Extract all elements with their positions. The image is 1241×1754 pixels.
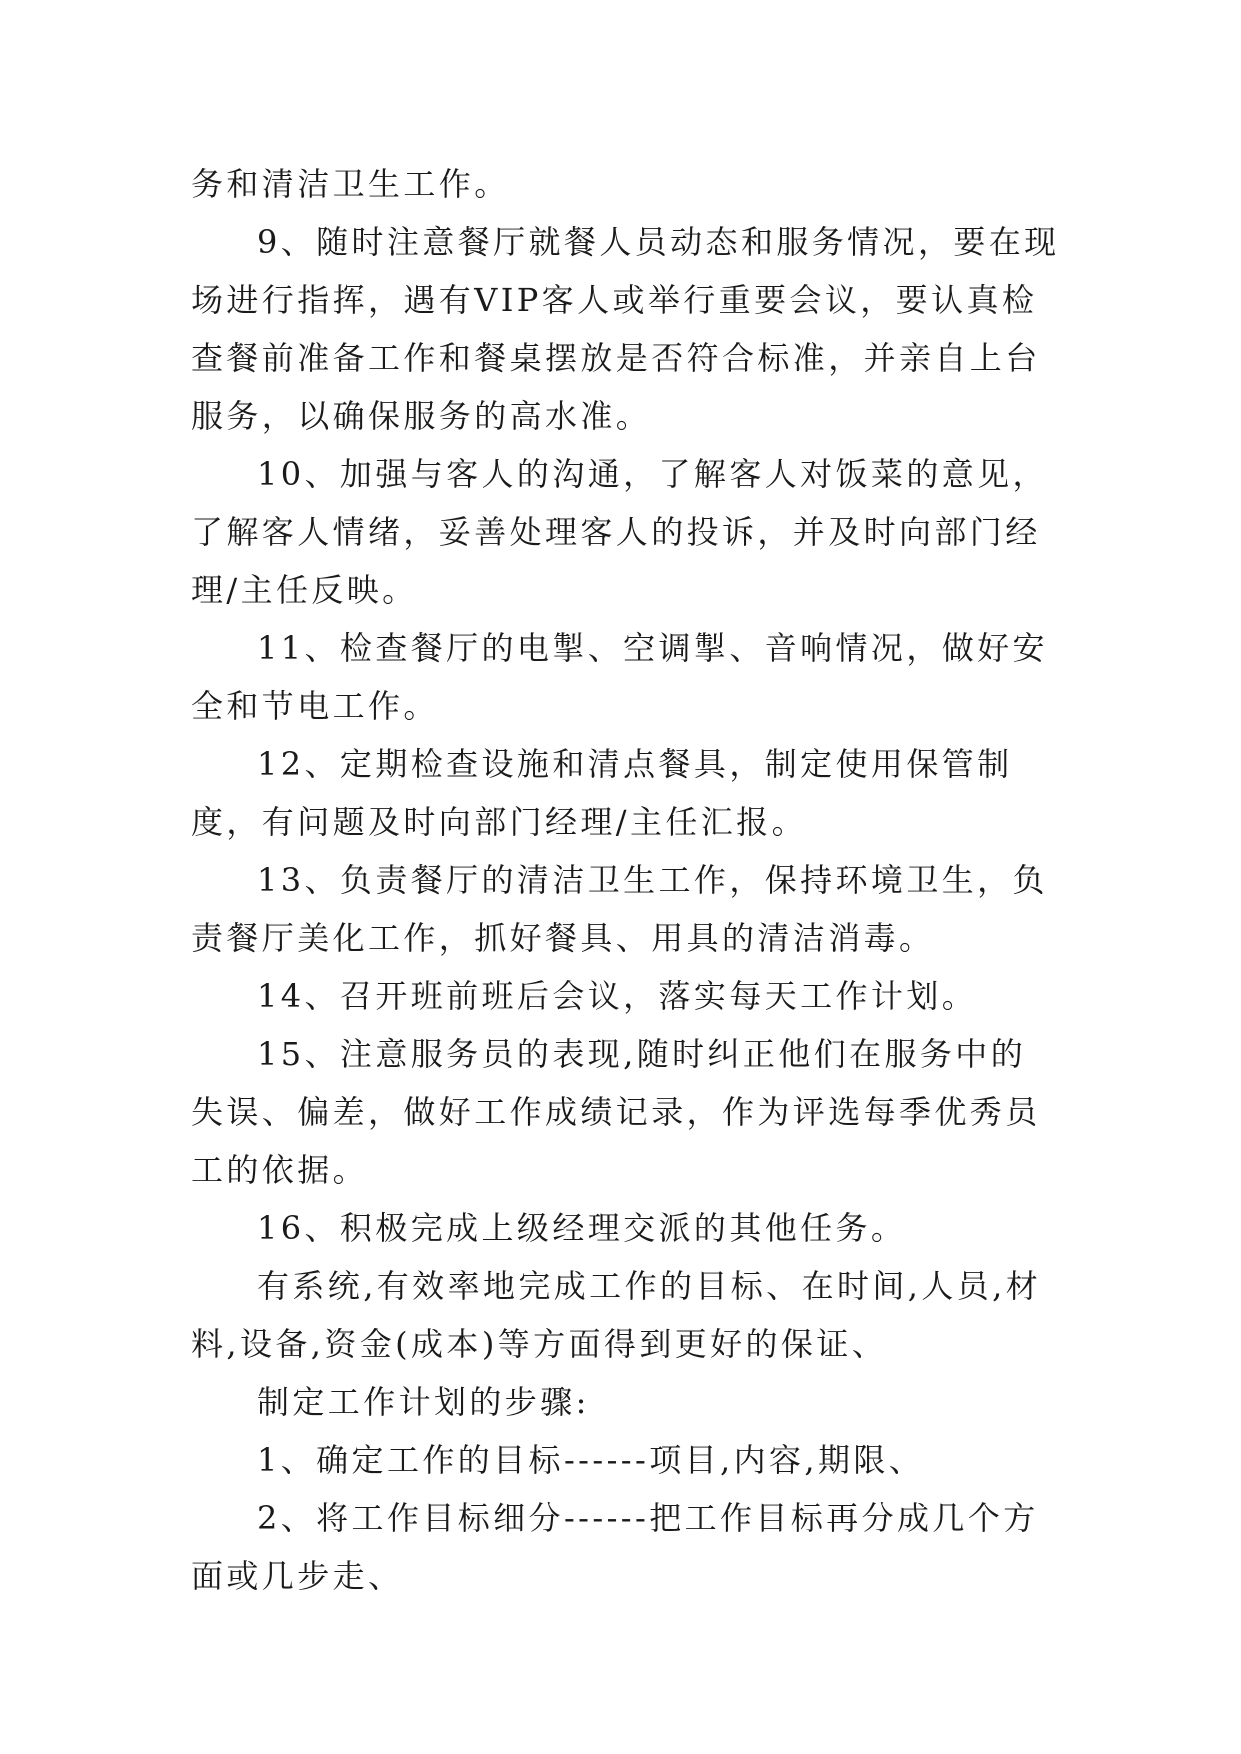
paragraph-steps-heading: 制定工作计划的步骤: xyxy=(257,1383,590,1421)
paragraph-item-13: 13、负责餐厅的清洁卫生工作，保持环境卫生，负责餐厅美化工作，抓好餐具、用具的清洁消毒。 xyxy=(191,861,1048,957)
paragraph-item-11: 11、检查餐厅的电掣、空调掣、音响情况，做好安全和节电工作。 xyxy=(191,629,1048,725)
paragraph-summary: 有系统,有效率地完成工作的目标、在时间,人员,材料,设备,资金(成本)等方面得到更好的保证、 xyxy=(191,1267,1042,1363)
document-body xyxy=(191,155,1061,1605)
paragraph-item-12: 12、定期检查设施和清点餐具，制定使用保管制度，有问题及时向部门经理/主任汇报。 xyxy=(191,745,1013,841)
paragraph-item-15: 15、注意服务员的表现,随时纠正他们在服务中的失误、偏差，做好工作成绩记录，作为评选每季优秀员工的依据。 xyxy=(191,1035,1041,1189)
paragraph-item-9: 9、随时注意餐厅就餐人员动态和服务情况，要在现场进行指挥，遇有VIP客人或举行重要会议，要认真检查餐前准备工作和餐桌摆放是否符合标准，并亲自上台服务，以确保服务的高水准。 xyxy=(191,223,1060,435)
paragraph-step-2: 2、将工作目标细分------把工作目标再分成几个方面或几步走、 xyxy=(191,1499,1039,1595)
paragraph-continuation: 务和清洁卫生工作。 xyxy=(191,165,510,203)
paragraph-item-14: 14、召开班前班后会议，落实每天工作计划。 xyxy=(257,977,978,1015)
paragraph-step-1: 1、确定工作的目标------项目,内容,期限、 xyxy=(257,1441,925,1479)
paragraph-item-10: 10、加强与客人的沟通，了解客人对饭菜的意见，了解客人情绪，妥善处理客人的投诉，并及时向部门经理/主任反映。 xyxy=(191,455,1048,609)
paragraph-item-16: 16、积极完成上级经理交派的其他任务。 xyxy=(257,1209,907,1247)
